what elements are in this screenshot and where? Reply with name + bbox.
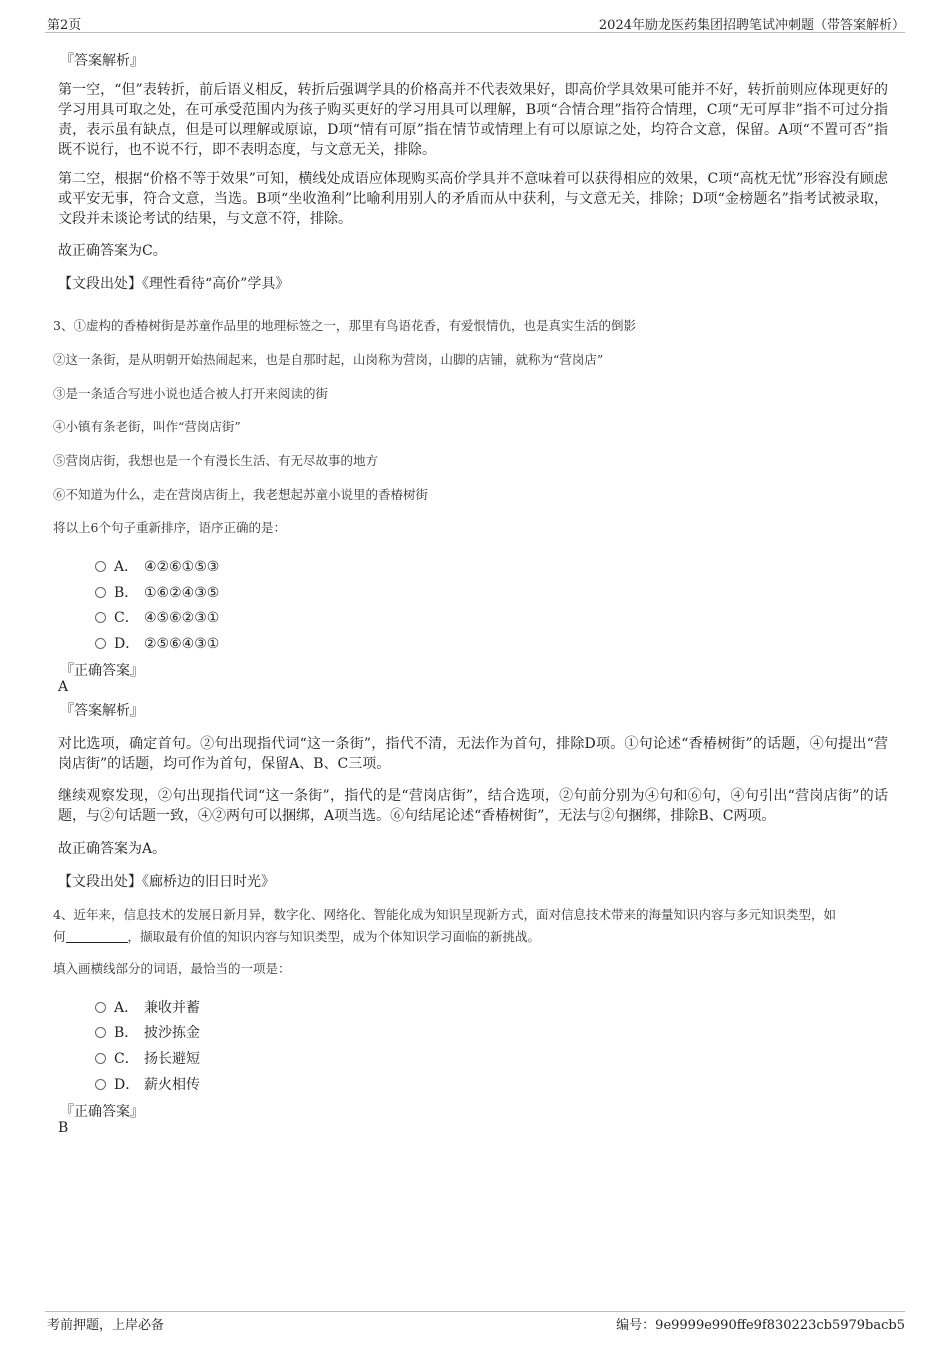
option-a[interactable]: A． ④②⑥①⑤③: [95, 556, 219, 576]
sentence-item: ③是一条适合写进小说也适合被人打开来阅读的街: [53, 386, 329, 401]
correct-answer: B: [58, 1120, 69, 1136]
fill-in-blank: [66, 930, 128, 943]
question-stem-continued: 何 ，撷取最有价值的知识内容与知识类型，成为个体知识学习面临的新挑战。: [53, 929, 541, 944]
radio-icon[interactable]: [95, 1002, 106, 1013]
conclusion: 故正确答案为C。: [58, 243, 167, 259]
footer-divider: [45, 1311, 905, 1312]
radio-icon[interactable]: [95, 1053, 106, 1064]
option-a[interactable]: A． 兼收并蓄: [95, 997, 200, 1017]
radio-icon[interactable]: [95, 561, 106, 572]
answer-heading: 『正确答案』: [60, 1104, 144, 1120]
sentence-item: ④小镇有条老街，叫作“营岗店街”: [53, 419, 241, 434]
document-title: 2024年励龙医药集团招聘笔试冲刺题（带答案解析）: [598, 18, 905, 33]
question-prompt: 将以上6个句子重新排序，语序正确的是：: [53, 520, 286, 535]
source-citation: 【文段出处】《廊桥边的旧日时光》: [58, 874, 275, 890]
document-code: 编号：9e9999e990ffe9f830223cb5979bacb5: [616, 1318, 905, 1333]
analysis-paragraph: 继续观察发现，②句出现指代词“这一条街”，指代的是“营岗店街”，结合选项，②句前分别为④句和⑥句，④句引出“营岗店街”的话题，与②句话题一致，④②两句可以捆绑，A项当选。⑥句结尾论述“香椿树街”，无法与②句捆绑，排除B、C两项。: [58, 788, 888, 824]
header-divider: [45, 32, 905, 33]
page-number: 第2页: [47, 18, 82, 33]
conclusion: 故正确答案为A。: [58, 841, 167, 857]
answer-heading: 『正确答案』: [60, 663, 144, 679]
analysis-paragraph: 第一空，“但”表转折，前后语义相反，转折后强调学具的价格高并不代表效果好，即高价学具效果可能并不好，转折前则应体现更好的学习用具可取之处，在可承受范围内为孩子购买更好的学习用具可以理解，B项“合情合理”指符合情理，C项“无可厚非”指不可过分指责，表示虽有缺点，但是可以理解或原谅，D项“情有可原”指在情节或情理上有可以原谅之处，均符合文意，保留。A项“不置可否”指既不说行，也不说不行，即不表明态度，与文意无关，排除。: [58, 82, 888, 158]
sentence-item: ⑥不知道为什么，走在营岗店街上，我老想起苏童小说里的香椿树街: [53, 487, 429, 502]
question-stem: 3、①虚构的香椿树街是苏童作品里的地理标签之一，那里有鸟语花香，有爱恨情仇，也是真实生活的倒影: [53, 318, 636, 333]
analysis-paragraph: 对比选项，确定首句。②句出现指代词“这一条街”，指代不清，无法作为首句，排除D项。①句论述“香椿树街”的话题，④句提出“营岗店街”的话题，均可作为首句，保留A、B、C三项。: [58, 736, 888, 772]
radio-icon[interactable]: [95, 587, 106, 598]
option-c[interactable]: C． ④⑤⑥②③①: [95, 607, 219, 627]
source-citation: 【文段出处】《理性看待“高价”学具》: [58, 276, 290, 292]
question-stem: 4、近年来，信息技术的发展日新月异，数字化、网络化、智能化成为知识呈现新方式，面对信息技术带来的海量知识内容与多元知识类型，如: [53, 907, 836, 922]
option-d[interactable]: D． ②⑤⑥④③①: [95, 633, 219, 653]
radio-icon[interactable]: [95, 1027, 106, 1038]
analysis-heading: 『答案解析』: [60, 53, 144, 69]
correct-answer: A: [58, 679, 69, 695]
radio-icon[interactable]: [95, 638, 106, 649]
option-b[interactable]: B． ①⑥②④③⑤: [95, 582, 219, 602]
radio-icon[interactable]: [95, 612, 106, 623]
sentence-item: ②这一条街，是从明朝开始热闹起来，也是自那时起，山岗称为营岗，山脚的店铺，就称为“营岗店”: [53, 352, 604, 367]
option-d[interactable]: D． 薪火相传: [95, 1074, 200, 1094]
footer-slogan: 考前押题，上岸必备: [47, 1318, 165, 1333]
radio-icon[interactable]: [95, 1079, 106, 1090]
analysis-heading: 『答案解析』: [60, 703, 144, 719]
analysis-paragraph: 第二空，根据“价格不等于效果”可知，横线处成语应体现购买高价学具并不意味着可以获得相应的效果，C项“高枕无忧”形容没有顾虑或平安无事，符合文意，当选。B项“坐收渔利”比喻利用别人的矛盾而从中获利，与文意无关，排除；D项“金榜题名”指考试被录取，文段并未谈论考试的结果，与文意不符，排除。: [58, 171, 888, 227]
option-c[interactable]: C． 扬长避短: [95, 1048, 200, 1068]
option-b[interactable]: B． 披沙拣金: [95, 1022, 200, 1042]
sentence-item: ⑤营岗店街，我想也是一个有漫长生活、有无尽故事的地方: [53, 453, 379, 468]
question-prompt: 填入画横线部分的词语，最恰当的一项是：: [53, 961, 291, 976]
